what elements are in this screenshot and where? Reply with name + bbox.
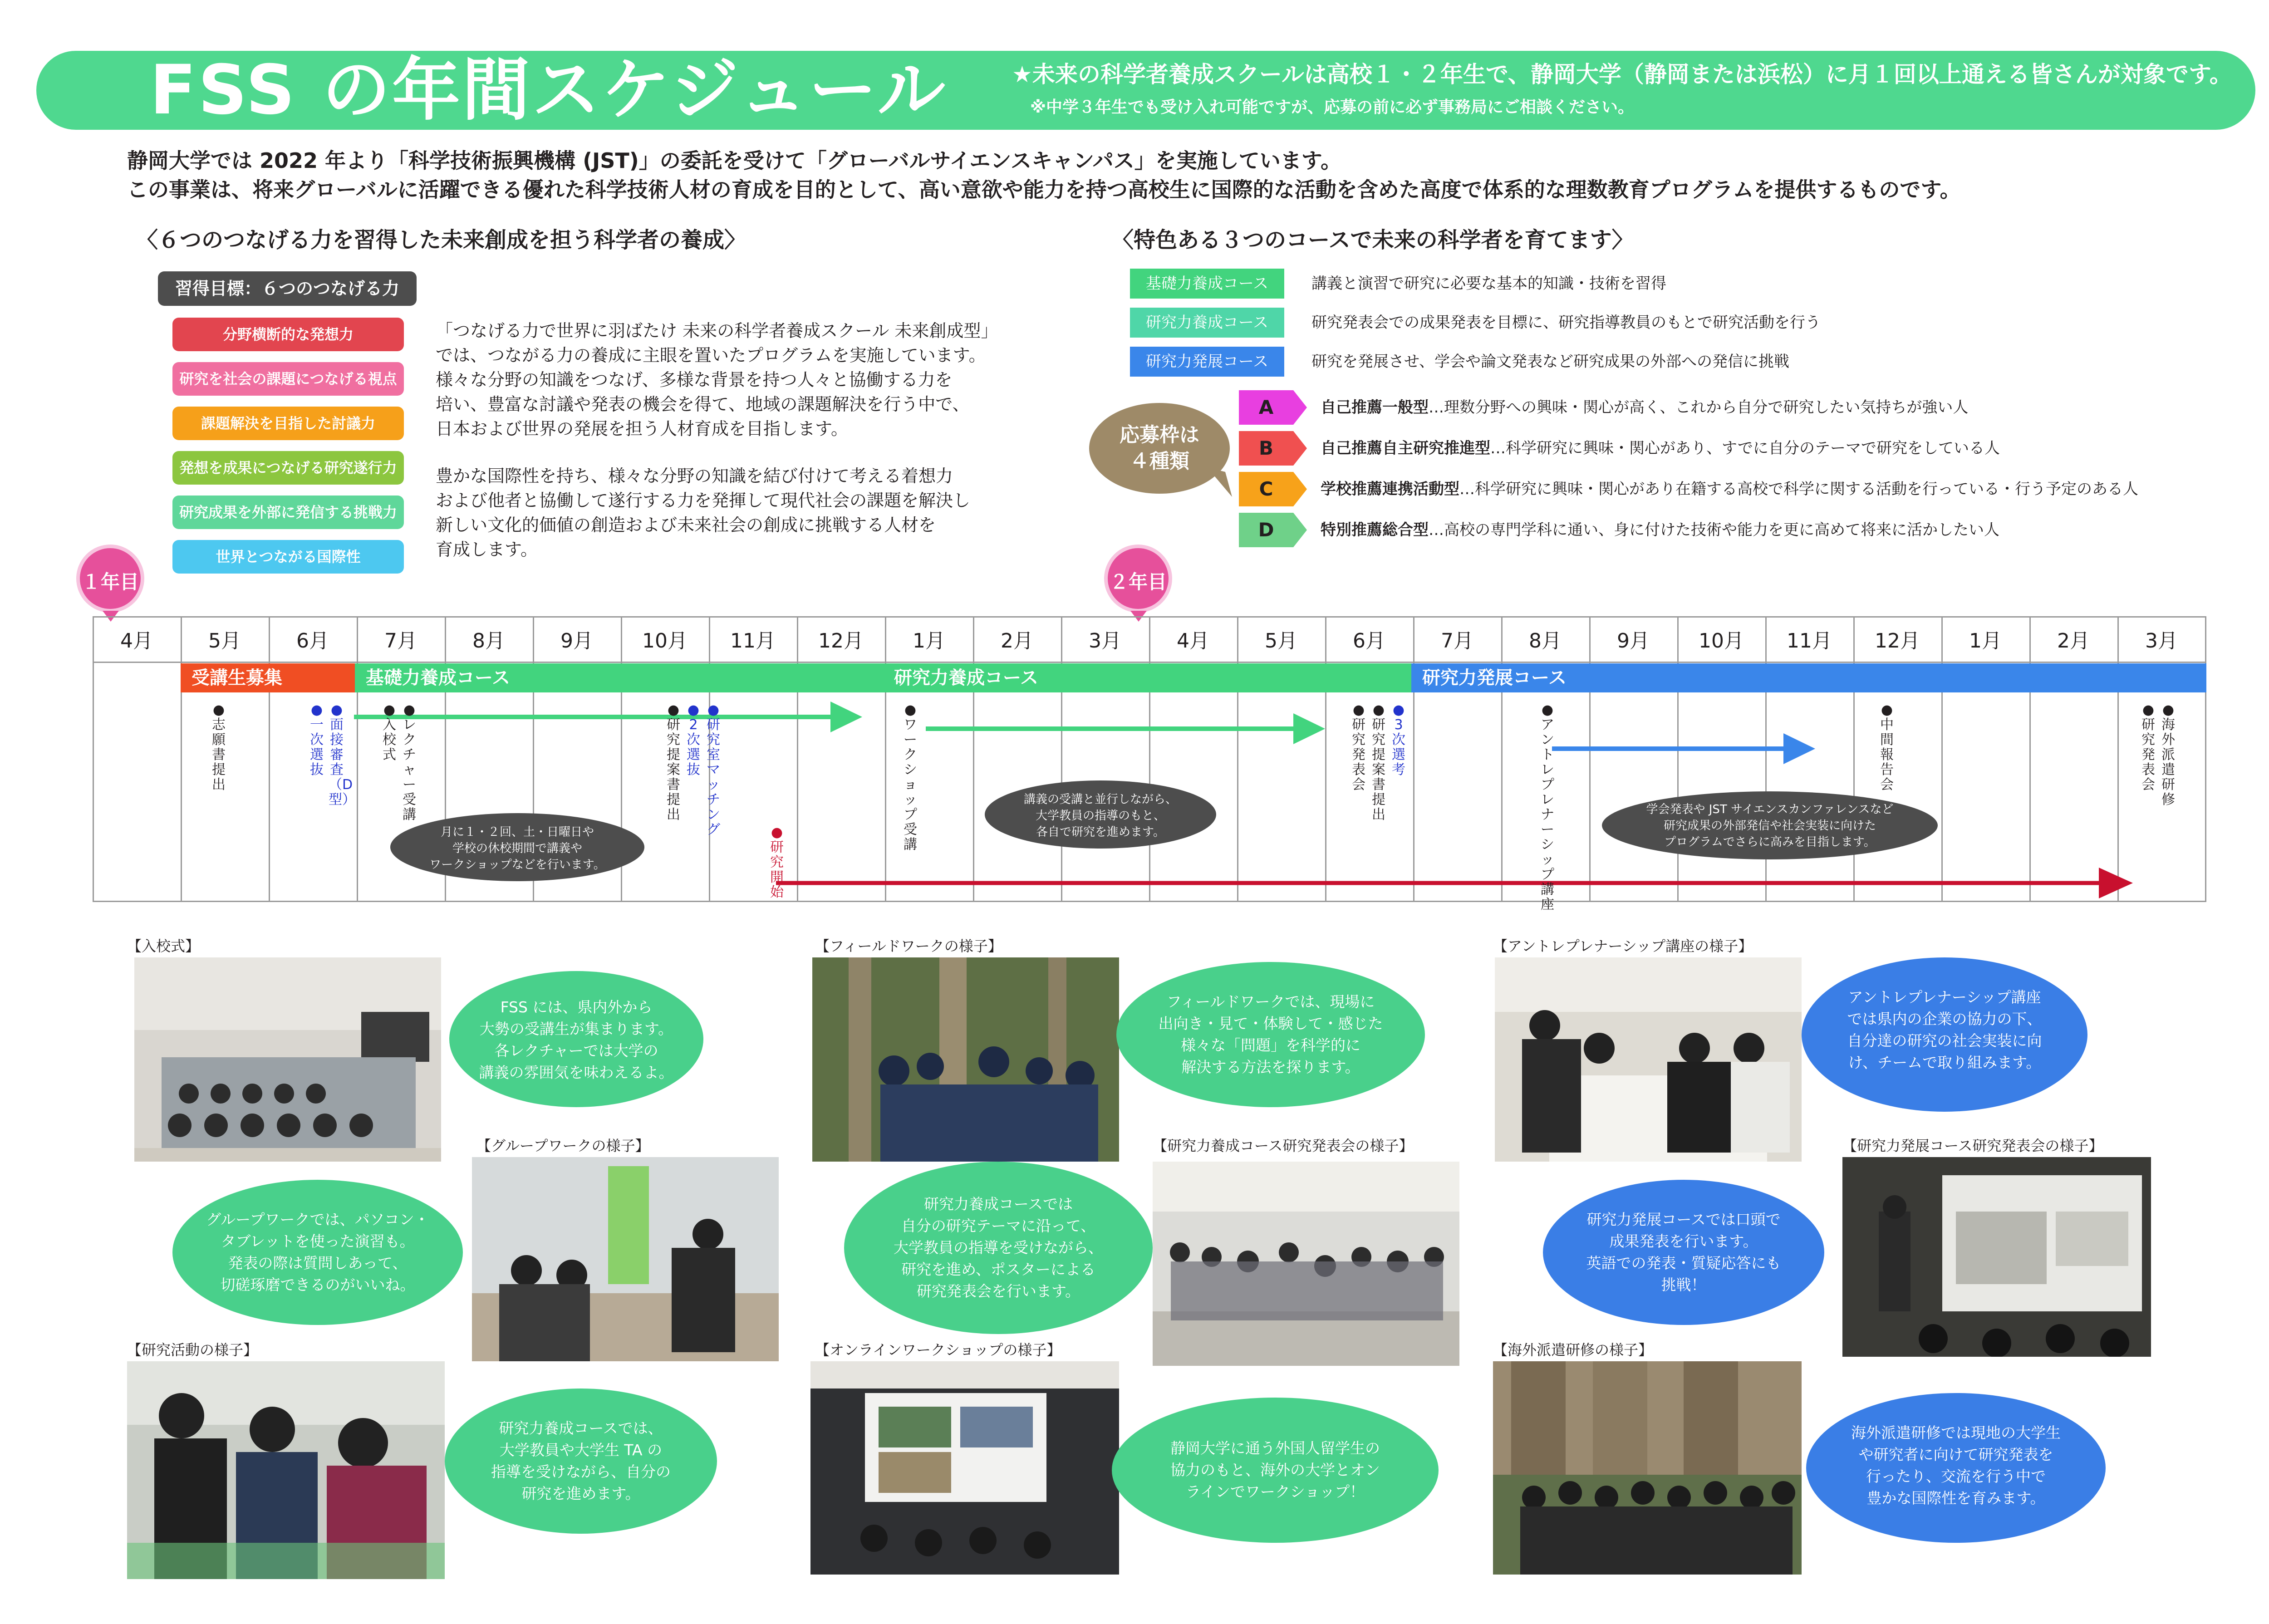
description-line: 様々な分野の知識をつなげ、多様な背景を持つ人々と協働する力を [436, 370, 953, 390]
fieldwork-photo [812, 957, 1119, 1162]
group-work-photo [472, 1157, 779, 1361]
month-label: 3月 [2145, 629, 2178, 653]
month-column [973, 616, 1061, 902]
text-line: 研究力養成コースでは [923, 1195, 1073, 1213]
description-line: 日本および世界の発展を担う人材育成を目指します。 [436, 419, 848, 439]
photo-caption: 【入校式】 [127, 937, 200, 955]
text-line: や研究者に向けて研究発表を [1858, 1446, 2053, 1463]
text-line: 研究成果の外部発信や社会実装に向けた [1663, 819, 1876, 833]
quota-text [1321, 431, 2000, 466]
research-course-arrow [926, 711, 1330, 747]
text-line: 研究発表会 [2141, 717, 2155, 793]
text-line [844, 1193, 1153, 1302]
text-line: 海外派遣研修では現地の大学生 [1851, 1424, 2061, 1442]
quota-desc: …高校の専門学科に通い、身に付けた技術や能力を更に高めて将来に活かしたい人 [1429, 521, 1999, 539]
text-line: グループワークでは、パソコン・ [206, 1211, 429, 1228]
month-label: 11月 [730, 629, 776, 653]
event-overseas-training [2160, 702, 2176, 807]
month-label: 4月 [120, 629, 153, 653]
event-dot-icon: ● [1372, 702, 1385, 718]
intro-text-2: この事業は、将来グローバルに活躍できる優れた科学技術人材の育成を目的として、高い意欲や能力を持つ高校生に国際的な活動を含めた高度で体系的な理数教育プログラムを提供するものです。 [127, 177, 1961, 202]
text-line: アントレプレナーシップ講座 [1848, 988, 2041, 1006]
month-label: 12月 [1875, 629, 1920, 653]
text-line: 学校の休校期間で講義や [452, 842, 582, 855]
text-line: ワークショップ受講 [904, 717, 917, 853]
quota-text [1321, 513, 1999, 547]
event-dot-icon: ● [707, 702, 720, 718]
text-line: 解決する方法を探ります。 [1181, 1058, 1360, 1076]
photo-caption: 【研究力発展コース研究発表会の様子】 [1842, 1137, 2103, 1154]
text-line: 大学教員の指導を受けながら、 [894, 1239, 1103, 1256]
month-column [885, 616, 973, 902]
description-line: 「つなげる力で世界に羽ばたけ 未来の科学者養成スクール 未来創成型」 [436, 321, 998, 341]
quota-type: 自己推薦自主研究推進型 [1321, 439, 1490, 457]
photo-caption: 【オンラインワークショップの様子】 [815, 1341, 1061, 1359]
event-dot-icon: ● [1352, 702, 1365, 718]
event-workshop [902, 702, 918, 852]
month-label: 6月 [1353, 629, 1385, 653]
quota-desc: …理数分野への興味・関心が高く、これから自分で研究したい気持ちが強い人 [1429, 398, 1969, 417]
intro-text-1: 静岡大学では 2022 年より「科学技術振興機構 (JST)」の委託を受けて「グローバルサイエンスキャンパス」を実施しています。 [127, 148, 1342, 173]
online-workshop-bubble [1112, 1398, 1439, 1543]
event-dot-icon: ● [2162, 702, 2175, 718]
entrepreneurship-photo [1495, 957, 1802, 1162]
text-line [1543, 1209, 1824, 1296]
advanced-course-arrow [1552, 731, 1820, 767]
text-line: FSS には、県内外から [500, 998, 653, 1016]
text-line: 大学教員の指導のもと、 [1035, 809, 1165, 823]
goal-pill: 世界とつながる国際性 [172, 540, 404, 574]
course-tag: 研究力養成コース [1130, 308, 1284, 338]
event-dot-icon: ● [1392, 702, 1405, 718]
text-line [1802, 986, 2087, 1074]
advanced-presentation-photo [1842, 1157, 2151, 1357]
text-line: 行ったり、交流を行う中で [1866, 1467, 2046, 1485]
timeline-note-basic [390, 813, 644, 881]
text-line: 講義の受講と並行しながら、 [1023, 793, 1177, 806]
event-dot-icon: ● [771, 824, 783, 840]
text-line: 研究提案書提出 [667, 717, 680, 823]
goal-pill: 分野横断的な発想力 [172, 318, 404, 351]
text-line: 2次選抜 [687, 717, 700, 778]
month-column [1413, 616, 1501, 902]
research-activity-bubble [445, 1388, 717, 1534]
quota-desc: …科学研究に興味・関心があり在籍する高校で科学に関する活動を行っている・行う予定のある人 [1459, 480, 2138, 498]
event-dot-icon: ● [1881, 702, 1893, 718]
text-line [1806, 1422, 2106, 1509]
eligibility-note: ★未来の科学者養成スクールは高校１・２年生で、静岡大学（静岡または浜松）に月１回以上通える皆さんが対象です。 [1012, 61, 2232, 88]
description-line: 新しい文化的価値の創造および未来社会の創成に挑戦する人材を [436, 515, 936, 535]
text-line: 英語での発表・質疑応答にも [1586, 1254, 1781, 1272]
timeline-note-research [985, 780, 1216, 849]
text-line: 研究発表会 [1352, 717, 1365, 793]
text-line: 研究提案書提出 [1372, 717, 1385, 823]
section-heading-skills: 〈６つのつなげる力を習得した未来創成を担う科学者の養成〉 [136, 227, 747, 253]
month-label: 7月 [1441, 629, 1473, 653]
month-column [1149, 616, 1237, 902]
goal-title-badge: 習得目標：６つのつなげる力 [158, 271, 417, 306]
timeline-note-advanced [1602, 791, 1938, 859]
section-heading-courses: 〈特色ある３つのコースで未来の科学者を育てます〉 [1112, 227, 1634, 253]
program-description [436, 319, 1071, 584]
text-line: 中間報告会 [1880, 717, 1894, 793]
quota-letter: C [1259, 478, 1273, 500]
event-proposal-submit-2 [1370, 702, 1387, 822]
photo-caption: 【研究活動の様子】 [127, 1341, 258, 1359]
text-line: プログラムでさらに高みを目指します。 [1664, 835, 1876, 849]
text-line: 研究を進めます。 [521, 1485, 640, 1502]
event-dot-icon: ● [310, 702, 323, 718]
course-description: 講義と演習で研究に必要な基本的知識・技術を習得 [1311, 275, 1666, 293]
event-dot-icon: ● [2142, 702, 2155, 718]
quota-type: 特別推薦総合型 [1321, 521, 1429, 539]
text-line: フィールドワークでは、現場に [1166, 993, 1375, 1011]
online-workshop-photo [810, 1361, 1119, 1575]
text-line: 大勢の受講生が集まります。 [479, 1020, 673, 1038]
event-second-selection [685, 702, 702, 777]
description-line: および他者と協働して遂行する力を発揮して現代社会の課題を解決し [436, 491, 971, 510]
quota-letter: B [1258, 437, 1273, 459]
overseas-training-photo [1493, 1361, 1802, 1575]
text-line: ワークショップなどを行います。 [429, 858, 605, 872]
description-line: 豊かな国際性を持ち、様々な分野の知識を結び付けて考える着想力 [436, 466, 953, 486]
text-line: では県内の企業の協力の下、 [1847, 1010, 2042, 1028]
event-research-presentation [1351, 702, 1367, 792]
phase-basic-course: 基礎力養成コース [355, 663, 883, 692]
month-label: 2月 [1001, 629, 1033, 653]
event-lab-matching [705, 702, 722, 837]
text-line [172, 1209, 463, 1296]
event-proposal-submit [665, 702, 682, 822]
month-label: 2月 [2057, 629, 2090, 653]
quota-bubble-tail [1207, 467, 1234, 499]
quota-letter: D [1258, 519, 1274, 541]
photo-caption: 【研究力養成コース研究発表会の様子】 [1153, 1137, 1414, 1154]
text-line: 講義の雰囲気を味わえるよ。 [479, 1064, 674, 1081]
text-line: 海外派遣研修 [2161, 717, 2175, 808]
event-entrance-ceremony [381, 702, 398, 762]
text-line: 協力のもと、海外の大学とオン [1170, 1461, 1380, 1479]
phase-advanced-course: 研究力発展コース [1411, 663, 2206, 692]
event-interim-report [1879, 702, 1895, 792]
month-label: 8月 [472, 629, 505, 653]
text-line: 自分の研究テーマに沿って、 [901, 1217, 1096, 1235]
text-line: 発表の際は質問しあって、 [228, 1254, 408, 1272]
month-label: 9月 [1617, 629, 1650, 653]
quota-letter: A [1258, 396, 1274, 418]
event-application [211, 702, 227, 792]
basic-course-arrow [354, 699, 867, 735]
text-line: 成果発表を行います。 [1609, 1232, 1758, 1250]
month-label: 1月 [1969, 629, 2002, 653]
course-tag: 研究力発展コース [1130, 347, 1284, 377]
goal-pill: 課題解決を目指した討議力 [172, 407, 404, 440]
event-entrepreneurship [1539, 702, 1556, 912]
month-label: 5月 [208, 629, 241, 653]
text-line: 一次選抜 [310, 717, 324, 778]
text-line: レクチャー受講 [403, 717, 416, 823]
month-column [1941, 616, 2029, 902]
text-line: アントレプレナーシップ講座 [1541, 717, 1554, 913]
text-line: 研究を進め、ポスターによる [901, 1261, 1095, 1278]
event-lecture [401, 702, 417, 822]
goal-pill: 発想を成果につなげる研究遂行力 [172, 451, 404, 485]
phase-recruitment: 受講生募集 [181, 663, 355, 692]
text-line [390, 824, 644, 873]
event-first-selection [309, 702, 325, 777]
quota-type: 自己推薦一般型 [1321, 398, 1429, 417]
month-column [1237, 616, 1325, 902]
photo-caption: 【アントレプレナーシップ講座の様子】 [1493, 937, 1753, 955]
text-line [1116, 991, 1425, 1078]
research-presentation-photo [1153, 1162, 1459, 1366]
event-dot-icon: ● [212, 702, 225, 718]
description-line: 育成します。 [436, 540, 538, 559]
description-line: 培い、豊富な討議や発表の機会を得て、地域の課題解決を行う中で、 [436, 394, 970, 414]
text-line [449, 996, 703, 1084]
quota-label-line: 応募枠は [1120, 423, 1199, 446]
text-line: ラインでワークショップ！ [1185, 1483, 1365, 1501]
month-label: 9月 [560, 629, 593, 653]
event-dot-icon: ● [330, 702, 343, 718]
text-line: 各レクチャーでは大学の [494, 1042, 658, 1060]
year-2-badge: ２年目 [1104, 545, 1172, 613]
month-label: 1月 [913, 629, 945, 653]
quota-label-line: ４種類 [1130, 450, 1189, 473]
entrance-ceremony-photo [134, 957, 441, 1162]
event-dot-icon: ● [667, 702, 680, 718]
quota-text [1321, 472, 2138, 506]
text-line: 挑戦！ [1661, 1276, 1706, 1294]
text-line: 指導を受けながら、自分の [491, 1463, 671, 1481]
month-column [1853, 616, 1941, 902]
month-label: 11月 [1787, 629, 1832, 653]
text-line: 切磋琢磨できるのがいいね。 [220, 1276, 415, 1294]
event-interview [329, 702, 356, 808]
course-description: 研究を発展させ、学会や論文発表など研究成果の外部への発信に挑戦 [1311, 353, 1789, 371]
month-label: 12月 [818, 629, 864, 653]
text-line: 入校式 [383, 717, 396, 763]
event-dot-icon: ● [383, 702, 396, 718]
event-dot-icon: ● [403, 702, 416, 718]
month-label: 6月 [296, 629, 329, 653]
text-line: 月に１・２回、土・日曜日や [440, 825, 594, 839]
text-line [1112, 1438, 1439, 1503]
eligibility-subnote: ※中学３年生でも受け入れ可能ですが、応募の前に必ず事務局にご相談ください。 [1030, 98, 1634, 117]
text-line: 研究開始 [770, 839, 784, 900]
text-line: 各自で研究を進めます。 [1036, 825, 1165, 839]
event-dot-icon: ● [904, 702, 917, 718]
month-label: 7月 [384, 629, 417, 653]
text-line: け、チームで取り組みます。 [1848, 1054, 2041, 1071]
research-presentation-bubble [844, 1162, 1153, 1334]
text-line: 出向き・見て・体験して・感じた [1158, 1015, 1383, 1032]
photo-caption: 【グループワークの様子】 [476, 1137, 650, 1154]
page-title: FSS の年間スケジュール [150, 51, 948, 130]
photo-caption: 【海外派遣研修の様子】 [1493, 1341, 1653, 1359]
entrance-ceremony-bubble [449, 971, 703, 1107]
course-description: 研究発表会での成果発表を目標に、研究指導教員のもとで研究活動を行う [1311, 314, 1821, 332]
text-line: 様々な「問題」を科学的に [1181, 1036, 1360, 1054]
event-dot-icon: ● [687, 702, 700, 718]
goal-pill: 研究を社会の課題につなげる視点 [172, 362, 404, 396]
overseas-training-bubble [1806, 1393, 2106, 1543]
phase-research-course: 研究力養成コース [883, 663, 1411, 692]
month-label: 3月 [1089, 629, 1121, 653]
text-line: 研究室マッチング [707, 717, 720, 838]
entrepreneurship-bubble [1802, 957, 2087, 1112]
research-start-arrow [776, 865, 2137, 901]
month-column [1061, 616, 1149, 902]
quota-type: 学校推薦連携活動型 [1321, 480, 1459, 498]
advanced-presentation-bubble [1543, 1180, 1824, 1325]
text-line: 面接審査（D型） [329, 717, 356, 808]
text-line: 研究発表会を行います。 [916, 1282, 1080, 1300]
research-activity-photo [127, 1361, 445, 1579]
text-line: 3次選考 [1392, 717, 1405, 778]
photo-caption: 【フィールドワークの様子】 [815, 937, 1002, 955]
event-research-start [769, 825, 785, 900]
text-line [1602, 801, 1938, 850]
group-work-bubble [172, 1180, 463, 1325]
month-column [93, 616, 181, 902]
text-line: 志願書提出 [212, 717, 226, 793]
event-dot-icon: ● [1541, 702, 1554, 718]
text-line [445, 1418, 717, 1505]
quota-text [1321, 390, 1968, 425]
text-line: タブレットを使った演習も。 [221, 1232, 415, 1250]
course-tag: 基礎力養成コース [1130, 269, 1284, 299]
year-1-badge: １年目 [76, 545, 144, 613]
text-line [1089, 422, 1230, 475]
month-label: 10月 [1699, 629, 1744, 653]
description-line: では、つながる力の養成に主眼を置いたプログラムを実施しています。 [436, 345, 986, 365]
text-line [985, 791, 1216, 840]
month-column [2029, 616, 2117, 902]
text-line: 自分達の研究の社会実装に向 [1847, 1032, 2042, 1050]
month-column [797, 616, 885, 902]
text-line: 学会発表や JST サイエンスカンファレンスなど [1646, 803, 1894, 816]
text-line: 豊かな国際性を育みます。 [1866, 1489, 2045, 1507]
text-line: 研究力発展コースでは口頭で [1586, 1211, 1781, 1228]
quota-desc: …科学研究に興味・関心があり、すでに自分のテーマで研究をしている人 [1490, 439, 2000, 457]
month-label: 4月 [1177, 629, 1209, 653]
event-third-selection [1390, 702, 1407, 777]
event-final-presentation [2140, 702, 2156, 792]
goal-pill: 研究成果を外部に発信する挑戦力 [172, 496, 404, 529]
fieldwork-bubble [1116, 962, 1425, 1107]
text-line: 研究力養成コースでは、 [499, 1419, 663, 1437]
month-label: 10月 [642, 629, 688, 653]
month-label: 8月 [1529, 629, 1562, 653]
text-line: 大学教員や大学生 TA の [499, 1441, 663, 1459]
text-line: 静岡大学に通う外国人留学生の [1170, 1439, 1380, 1457]
month-label: 5月 [1265, 629, 1297, 653]
